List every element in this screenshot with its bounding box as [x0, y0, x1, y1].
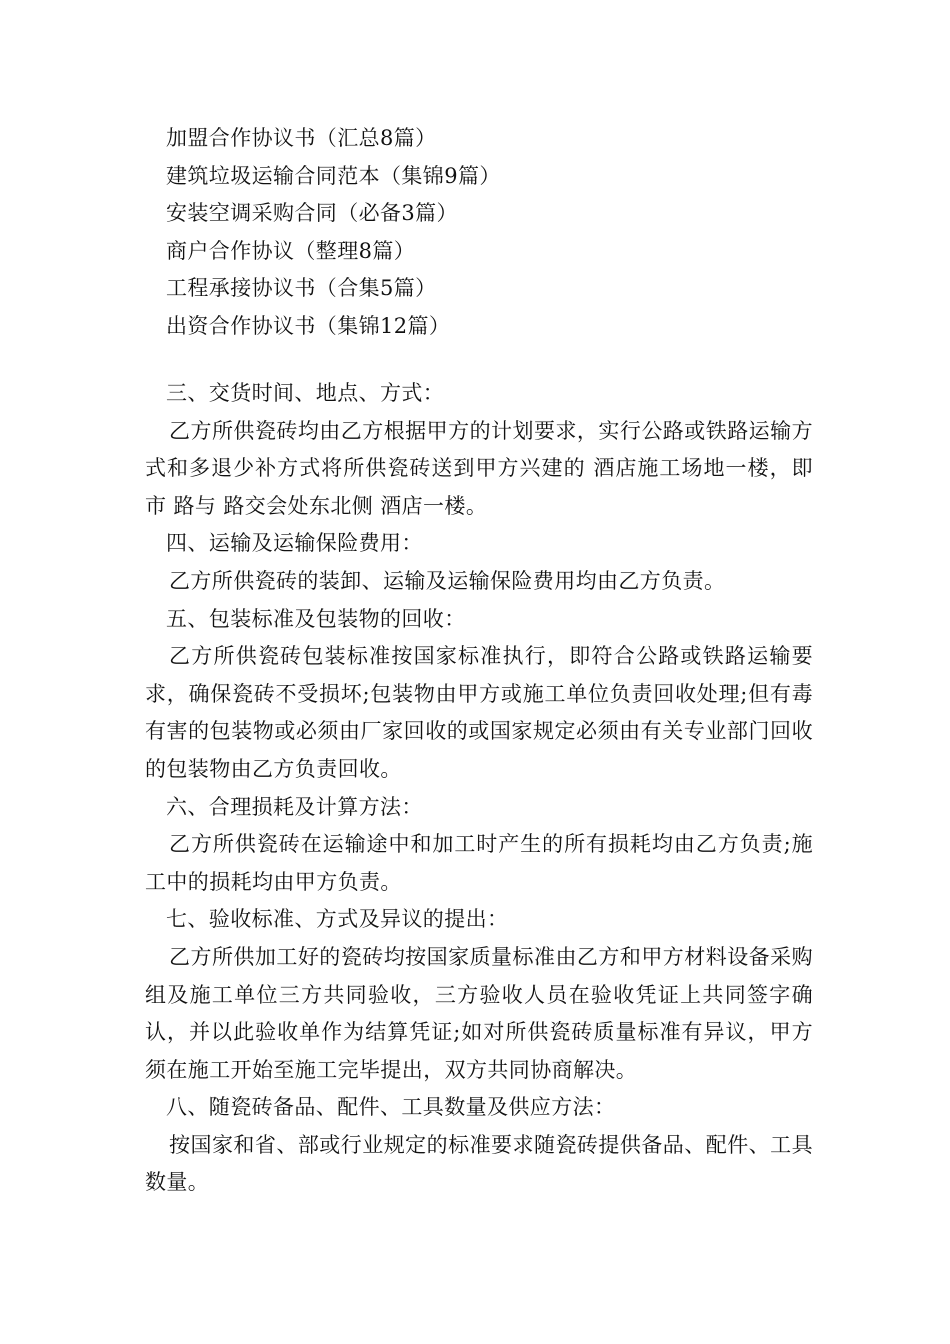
- contract-body: [145, 375, 813, 1202]
- related-article-link[interactable]: 工程承接协议书（合集5篇）: [166, 276, 437, 301]
- related-articles-list: [166, 120, 806, 346]
- section-heading: 八、随瓷砖备品、配件、工具数量及供应方法：: [166, 1095, 616, 1120]
- section-paragraph: 乙方所供加工好的瓷砖均按国家质量标准由乙方和甲方材料设备采购组及施工单位三方共同验收，三方验收人员在验收凭证上共同签字确认，并以此验收单作为结算凭证;如对所供瓷砖质量标准有异议，甲方须在施工开始至施工完毕提出，双方共同协商解决。: [145, 944, 813, 1082]
- section-heading: 七、验收标准、方式及异议的提出：: [166, 907, 509, 932]
- section-paragraph: 乙方所供瓷砖在运输途中和加工时产生的所有损耗均由乙方负责;施工中的损耗均由甲方负责。: [145, 832, 813, 894]
- related-article-link[interactable]: 建筑垃圾运输合同范本（集锦9篇）: [166, 163, 501, 188]
- section-paragraph: 乙方所供瓷砖包装标准按国家标准执行，即符合公路或铁路运输要求，确保瓷砖不受损坏;包装物由甲方或施工单位负责回收处理;但有毒有害的包装物或必须由厂家回收的或国家规定必须由有关专业部门回收的包装物由乙方负责回收。: [145, 644, 813, 781]
- section-paragraph: 乙方所供瓷砖的装卸、运输及运输保险费用均由乙方负责。: [169, 568, 726, 593]
- section-heading: 五、包装标准及包装物的回收：: [166, 606, 466, 631]
- section-heading: 六、合理损耗及计算方法：: [166, 794, 423, 819]
- section-heading: 四、运输及运输保险费用：: [166, 531, 423, 556]
- section-paragraph: 按国家和省、部或行业规定的标准要求随瓷砖提供备品、配件、工具数量。: [145, 1132, 813, 1195]
- related-article-link[interactable]: 安装空调采购合同（必备3篇）: [166, 201, 458, 226]
- related-article-link[interactable]: 加盟合作协议书（汇总8篇）: [166, 126, 437, 150]
- related-article-link[interactable]: 出资合作协议书（集锦12篇）: [166, 313, 451, 338]
- section-paragraph: 乙方所供瓷砖均由乙方根据甲方的计划要求，实行公路或铁路运输方式和多退少补方式将所供瓷砖送到甲方兴建的 酒店施工场地一楼，即 市 路与 路交会处东北侧 酒店一楼。: [145, 418, 813, 518]
- section-heading: 三、交货时间、地点、方式：: [166, 381, 445, 405]
- related-article-link[interactable]: 商户合作协议（整理8篇）: [166, 238, 416, 263]
